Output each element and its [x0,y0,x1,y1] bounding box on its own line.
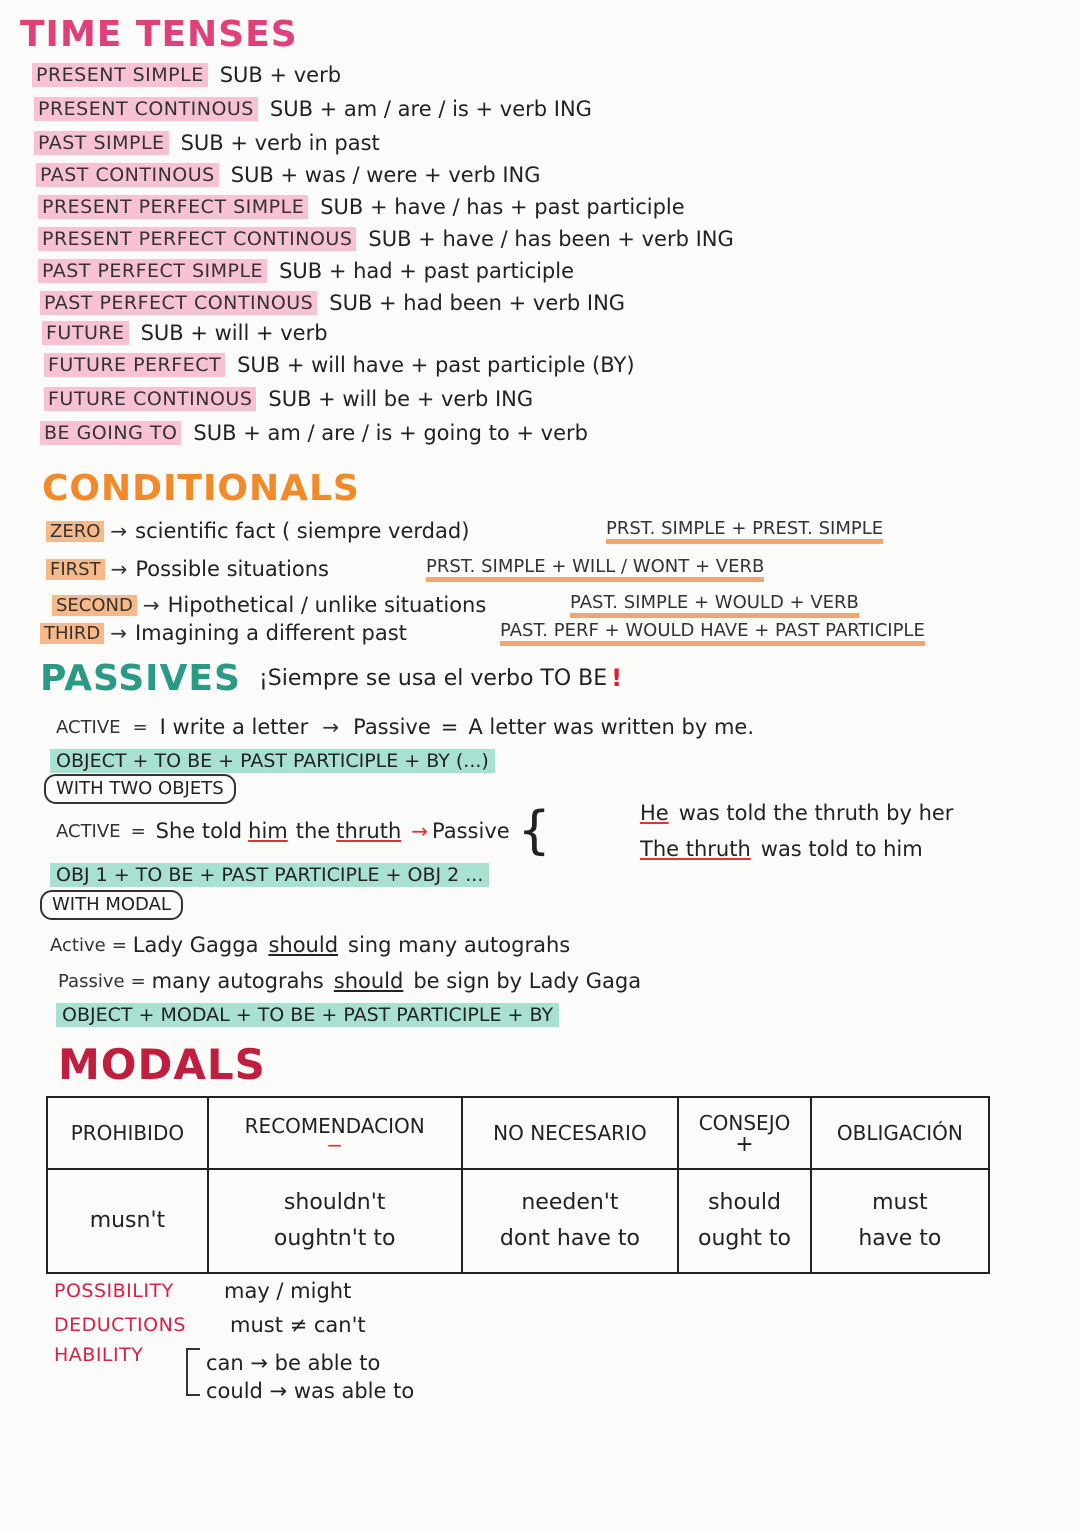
conditional-rule: PAST. PERF + WOULD HAVE + PAST PARTICIPLE [500,620,925,646]
modal-form: shouldn't [283,1190,386,1215]
header-consejo-label: CONSEJO [698,1111,791,1135]
tense-row [34,94,592,124]
tense-term: BE GOING TO [40,421,181,445]
tense-formula: SUB + will be + verb ING [268,387,534,411]
conditionals-title: CONDITIONALS [42,468,360,509]
tense-term: FUTURE [42,321,129,345]
passive-label: Passive [58,970,125,992]
active-label: Active [50,934,106,956]
modals-table [46,1096,990,1274]
conditional-tag: FIRST [46,559,105,580]
modal-form: dont have to [499,1226,640,1251]
active3-should: should [268,933,339,957]
tense-formula: SUB + am / are / is + verb ING [269,97,592,121]
passive3-pre: many autograhs [151,969,324,993]
arrow-icon: → [110,557,128,581]
tense-row [38,256,574,286]
with-modal-label: WITH MODAL [40,890,183,920]
active3-pre: Lady Gagga [132,933,259,957]
passive-label: Passive [432,819,510,843]
conditional-tag: SECOND [52,595,137,616]
hability-can: can → be able to [206,1351,381,1375]
passive-label: Passive [353,715,431,739]
tense-term: PAST CONTINOUS [36,163,219,187]
tense-formula: SUB + verb [219,63,342,87]
hability-could: could → was able to [206,1379,415,1403]
tense-term: FUTURE PERFECT [44,353,225,377]
tense-row [42,318,328,348]
active3-post: sing many autograhs [348,933,571,957]
passive-rule-2-text: OBJ 1 + TO BE + PAST PARTICIPLE + OBJ 2 ... [50,863,489,887]
equals-sign: = [111,934,127,956]
arrow-icon: → [110,621,127,645]
modals-cell [462,1169,679,1273]
modal-form: musn't [89,1208,166,1233]
modals-title: MODALS [58,1040,266,1089]
tense-term: PRESENT PERFECT CONTINOUS [38,227,356,251]
tense-term: PAST PERFECT SIMPLE [38,259,267,283]
active-sentence: I write a letter [159,715,309,739]
header-prohibido: PROHIBIDO [47,1097,208,1169]
tense-formula: SUB + had been + verb ING [329,291,626,315]
conditional-tag: ZERO [46,521,104,542]
conditional-row [52,590,512,620]
hability-row [54,1340,143,1370]
active-label: ACTIVE [56,716,121,738]
passive3-post: be sign by Lady Gaga [413,969,642,993]
conditional-desc: Possible situations [135,557,329,581]
arrow-icon: → [142,593,160,617]
passive2-line-b [640,834,923,864]
passive3-should: should [333,969,404,993]
passive2-the-thruth: The thruth [640,837,751,861]
tense-row [44,350,635,380]
tense-row [40,418,588,448]
tense-formula: SUB + was / were + verb ING [230,163,541,187]
tense-formula: SUB + will have + past participle (BY) [237,353,635,377]
passive2-a-rest: was told the thruth by her [678,801,954,825]
modals-cell [208,1169,462,1273]
tense-term: PRESENT CONTINOUS [34,97,258,121]
tense-row [32,60,341,90]
modal-form: should [708,1190,781,1215]
plus-mark: + [735,1132,754,1157]
header-obligacion: OBLIGACIÓN [811,1097,989,1169]
modal-form: must [872,1190,928,1215]
deductions-label: DEDUCTIONS [54,1314,186,1336]
tense-formula: SUB + have / has + past participle [320,195,685,219]
hability-label: HABILITY [54,1344,144,1366]
deductions-row [54,1310,366,1340]
passive2-b-rest: was told to him [760,837,923,861]
conditional-tag: THIRD [40,623,104,644]
time-tenses-title: TIME TENSES [20,14,298,55]
possibility-value: may / might [224,1279,352,1303]
arrow-icon: → [322,715,340,739]
tense-term: FUTURE CONTINOUS [44,387,256,411]
header-recomendacion-label: RECOMENDACION [244,1114,425,1138]
conditional-row [40,618,433,648]
active2-pre: She told [155,819,243,843]
tense-row [44,384,533,414]
modals-cell [811,1169,989,1273]
passive2-he: He [640,801,669,825]
tense-formula: SUB + verb in past [180,131,380,155]
hability-bracket [186,1348,200,1396]
conditional-rule-row [606,516,883,546]
two-objects-label: WITH TWO OBJETS [44,774,236,804]
tense-formula: SUB + had + past participle [279,259,574,283]
hability-line-1 [206,1348,380,1378]
tense-formula: SUB + am / are / is + going to + verb [193,421,588,445]
conditional-desc: Imagining a different past [134,621,407,645]
modals-header-row [47,1097,989,1169]
active2-thruth: thruth [336,819,402,843]
passive-example-3-passive [58,966,641,996]
conditional-desc: Hipothetical / unlike situations [167,593,487,617]
tense-formula: SUB + will + verb [140,321,328,345]
passive-rule-2 [50,860,489,890]
header-no-necesario: NO NECESARIO [462,1097,679,1169]
equals-sign: = [440,715,459,739]
brace-icon: { [517,801,551,861]
conditional-rule-row [500,618,925,648]
arrow-icon: → [110,519,128,543]
passives-title: PASSIVES [40,657,241,699]
conditional-rule: PRST. SIMPLE + WILL / WONT + VERB [426,556,764,582]
possibility-label: POSSIBILITY [54,1280,174,1302]
passive-sentence: A letter was written by me. [468,715,755,739]
modal-form: ought to [697,1226,792,1251]
passive-rule-3-text: OBJECT + MODAL + TO BE + PAST PARTICIPLE + BY [56,1003,559,1027]
conditional-rule-row [570,590,859,620]
equals-sign: = [130,970,146,992]
modals-row [47,1169,989,1273]
tense-term: PAST SIMPLE [34,131,169,155]
deductions-value: must ≠ can't [230,1313,366,1337]
passive-example-2 [56,801,559,861]
passive-rule-1 [50,746,495,776]
active-label: ACTIVE [56,820,121,842]
passive-rule-1-text: OBJECT + TO BE + PAST PARTICIPLE + BY (...) [50,749,495,773]
equals-sign: = [130,820,146,842]
tense-row [36,160,541,190]
tense-row [38,192,685,222]
tense-row [38,224,734,254]
modals-body [47,1169,989,1273]
hability-line-2 [206,1376,414,1406]
conditional-rule-row [426,554,764,584]
conditional-row [46,516,495,546]
equals-sign: = [132,716,148,738]
minus-mark: − [326,1133,344,1157]
passives-note: ¡Siempre se usa el verbo TO BE [258,665,608,691]
tense-term: PAST PERFECT CONTINOUS [40,291,317,315]
possibility-row [54,1276,351,1306]
modals-cell [678,1169,810,1273]
tense-term: PRESENT PERFECT SIMPLE [38,195,308,219]
header-recomendacion [208,1097,462,1169]
modal-form: have to [858,1226,942,1251]
arrow-icon: → [411,819,429,843]
tense-formula: SUB + have / has been + verb ING [368,227,734,251]
passive-rule-3 [56,1000,559,1030]
conditional-desc: scientific fact ( siempre verdad) [135,519,470,543]
passives-note-mark: ! [611,664,623,692]
tense-row [34,128,380,158]
active2-him: him [248,819,288,843]
modals-cell [47,1169,208,1273]
conditional-rule: PRST. SIMPLE + PREST. SIMPLE [606,518,883,544]
tense-term: PRESENT SIMPLE [32,63,208,87]
modal-form: needen't [521,1190,619,1215]
passive-example-3-active [50,930,570,960]
modal-form: oughtn't to [273,1226,396,1251]
passives-header [40,658,622,698]
passive-example-1 [56,712,754,742]
active2-the: the [295,819,331,843]
conditional-rule: PAST. SIMPLE + WOULD + VERB [570,592,859,618]
passive2-line-a [640,798,953,828]
tense-row [40,288,625,318]
header-consejo [678,1097,810,1169]
conditional-row [46,554,355,584]
